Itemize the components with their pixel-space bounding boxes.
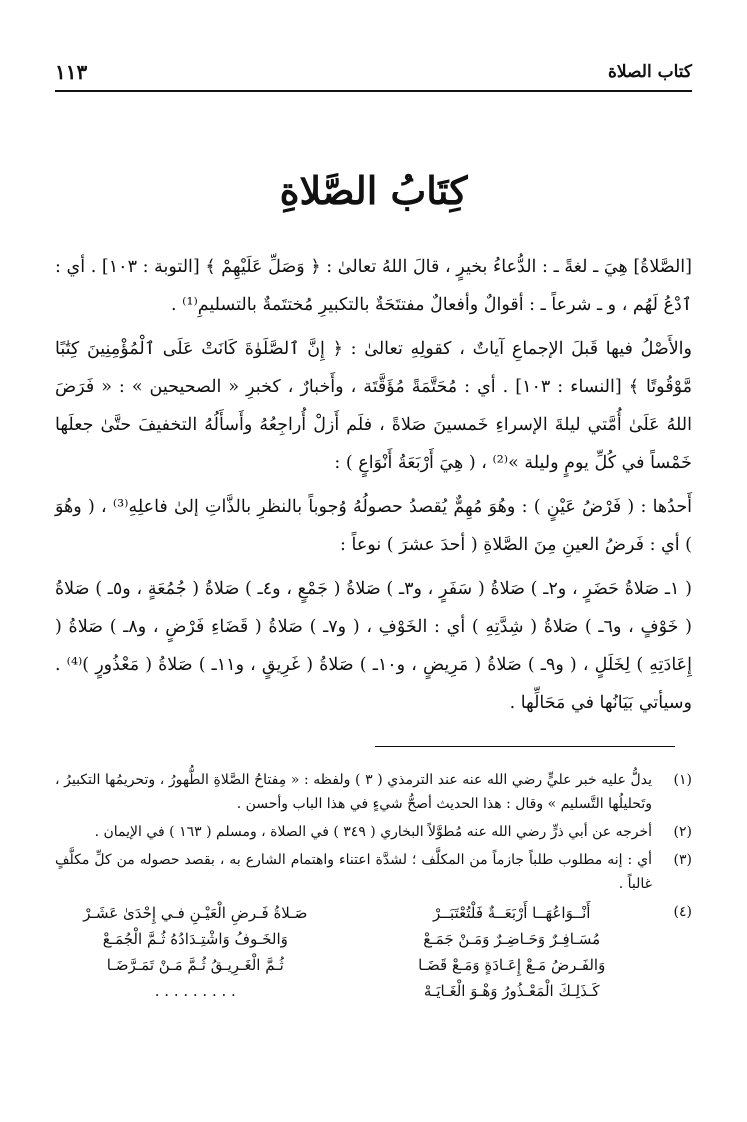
poem-verse xyxy=(55,926,652,952)
verse-second-half: صَـلاةُ فَـرضِ الْعَيْـنِ فـي إِحْدَىٰ عَشَـرْ xyxy=(83,904,308,922)
footnote-text: أي : إنه مطلوب طلباً جازماً من المكلَّف ؛ لشدَّة اعتناء واهتمام الشارع به ، بقصد حصوله من كلِّ مكلَّفٍ غالباً . xyxy=(55,852,652,892)
poem-verse xyxy=(55,900,652,926)
footnote-number: (٢) xyxy=(673,824,692,840)
verse-second-half: ثُـمَّ الْغَـرِيـقُ ثُـمَّ مَـنْ تَمَـرَّضَـا xyxy=(106,956,284,974)
verse-first-half: أَنْــوَاعُهَــا أَرْبَعَــةٌ فَلْتُعْتَبَــرْ xyxy=(432,904,591,922)
paragraph-types-list: ( ١ـ صَلاةُ حَضَرٍ ، و٢ـ ) صَلاةُ ( سَفَرٍ ، و٣ـ ) صَلاةُ ( جَمْعٍ ، و٤ـ ) صَلاةُ ( جُمُعَةٍ ، و٥ـ ) صَلاةُ ( خَوْفٍ ، و٦ـ ) صَلاةُ ( شِدَّتِهِ ) أي : الخَوْفِ ، ( و٧ـ ) صَلاةُ ( قَضَاءِ فَرْضٍ ، و٨ـ ) صَلاةُ ( إِعَادَتِهِ ) لِخَلَلٍ ، ( و٩ـ ) صَلاةُ ( مَرِيضٍ ، و١٠ـ ) صَلاةُ ( غَرِيقٍ ، و١١ـ ) صَلاةُ ( مَعْذُورٍ )⁽⁴⁾ . وسيأتي بَيَانُها في مَحَالِّها . xyxy=(55,579,692,713)
footnote-text: أخرجه عن أبي ذرٍّ رضي الله عنه مُطوَّلاً البخاري ( ٣٤٩ ) في الصلاة ، ومسلم ( ١٦٣ ) في الإيمان . xyxy=(94,824,652,840)
footnote xyxy=(55,820,692,844)
footnote-number: (٤) xyxy=(673,904,692,920)
header-rule xyxy=(55,90,692,92)
page-number: ١١٣ xyxy=(55,60,88,84)
footnote-number: (٣) xyxy=(673,852,692,868)
footnotes xyxy=(55,768,692,1004)
main-text xyxy=(55,248,692,728)
verse-first-half: كَـذَلِـكَ الْمَعْـذُورُ وَهْـوَ الْغَـايَـهْ xyxy=(423,982,600,1000)
poem-verse xyxy=(55,978,652,1004)
footnote-divider xyxy=(375,746,675,747)
verse-first-half: مُسَـافِـرٌ وَحَـاضِـرٌ وَمَـنْ جَمَـعْ xyxy=(423,930,601,948)
footnote xyxy=(55,848,692,896)
paragraph-definition: [الصَّلاةُ] هِيَ ـ لغةً ـ : الدُّعاءُ بخيرٍ ، قالَ اللهُ تعالىٰ : ﴿ وَصَلِّ عَلَيْهِمْ ﴾ [التوبة : ١٠٣] . أي : ٱدْعُ لَهُم ، و ـ شرعاً ـ : أقوالٌ وأفعالٌ مفتتَحَةٌ بالتكبيرِ مُختتَمةٌ بالتسليمِ⁽¹⁾ . xyxy=(55,257,692,315)
footnote-poem xyxy=(55,900,692,1004)
running-header-book-title: كتاب الصلاة xyxy=(607,62,692,82)
footnote-text: يدلُّ عليه خبر عليٍّ رضي الله عنه عند الترمذي ( ٣ ) ولفظه : « مِفتاحُ الصَّلاةِ الطُّهورُ ، وتحريمُها التكبيرُ ، وتَحليلُها التَّسليم » وقال : هذا الحديث أصحُّ شيءٍ في هذا الباب وأحسن . xyxy=(55,772,652,812)
chapter-title: كِتَابُ الصَّلاةِ xyxy=(279,168,468,213)
running-header xyxy=(55,60,692,88)
footnote-number: (١) xyxy=(673,772,692,788)
paragraph-fard-ayn: أَحدُها : ( فَرْضُ عَيْنٍ ) : وهُوَ مُهِمٌّ يُقصدُ حصولُهُ وُجوباً بالنظرِ بالذَّاتِ إلىٰ فاعلِهِ⁽³⁾ ، ( وهُوَ ) أي : فَرضُ العينِ مِنَ الصَّلاةِ ( أحدَ عشرَ ) نوعاً : xyxy=(55,497,692,555)
footnote xyxy=(55,768,692,816)
paragraph-origin: والأَصْلُ فيها قَبلَ الإجماعِ آياتٌ ، كقولِهِ تعالىٰ : ﴿ إِنَّ ٱلصَّلَوٰةَ كَانَتْ عَلَى ٱلْمُؤْمِنِينَ كِتَٰبًا مَّوْقُوتًا ﴾ [النساء : ١٠٣] . أي : مُحَتَّمَةً مُؤَقَّتَة ، وأَخبارٌ ، كخبرِ « الصحيحين » : « فَرَضَ اللهُ عَلَىٰ أُمَّتي ليلةَ الإسراءِ خَمسينَ صَلاةً ، فلَم أَزلْ أُراجِعُهُ وأَسأَلُهُ التخفيفَ حتَّىٰ جعلَها خَمْساً في كُلِّ يومٍ وليلة »⁽²⁾ ، ( هِيَ أَرْبَعَةُ أَنْوَاعٍ ) : xyxy=(55,339,692,473)
poem-verse xyxy=(55,952,652,978)
verse-second-half: . . . . . . . . . xyxy=(154,982,236,1000)
verse-second-half: وَالخَـوفُ وَاشْتِـدَادُهُ ثُـمَّ الْجُمَـعْ xyxy=(102,930,288,948)
verse-first-half: وَالفَـرضُ مَـعْ إِعَـادَةٍ وَمَـعْ قَضَـا xyxy=(418,956,606,974)
